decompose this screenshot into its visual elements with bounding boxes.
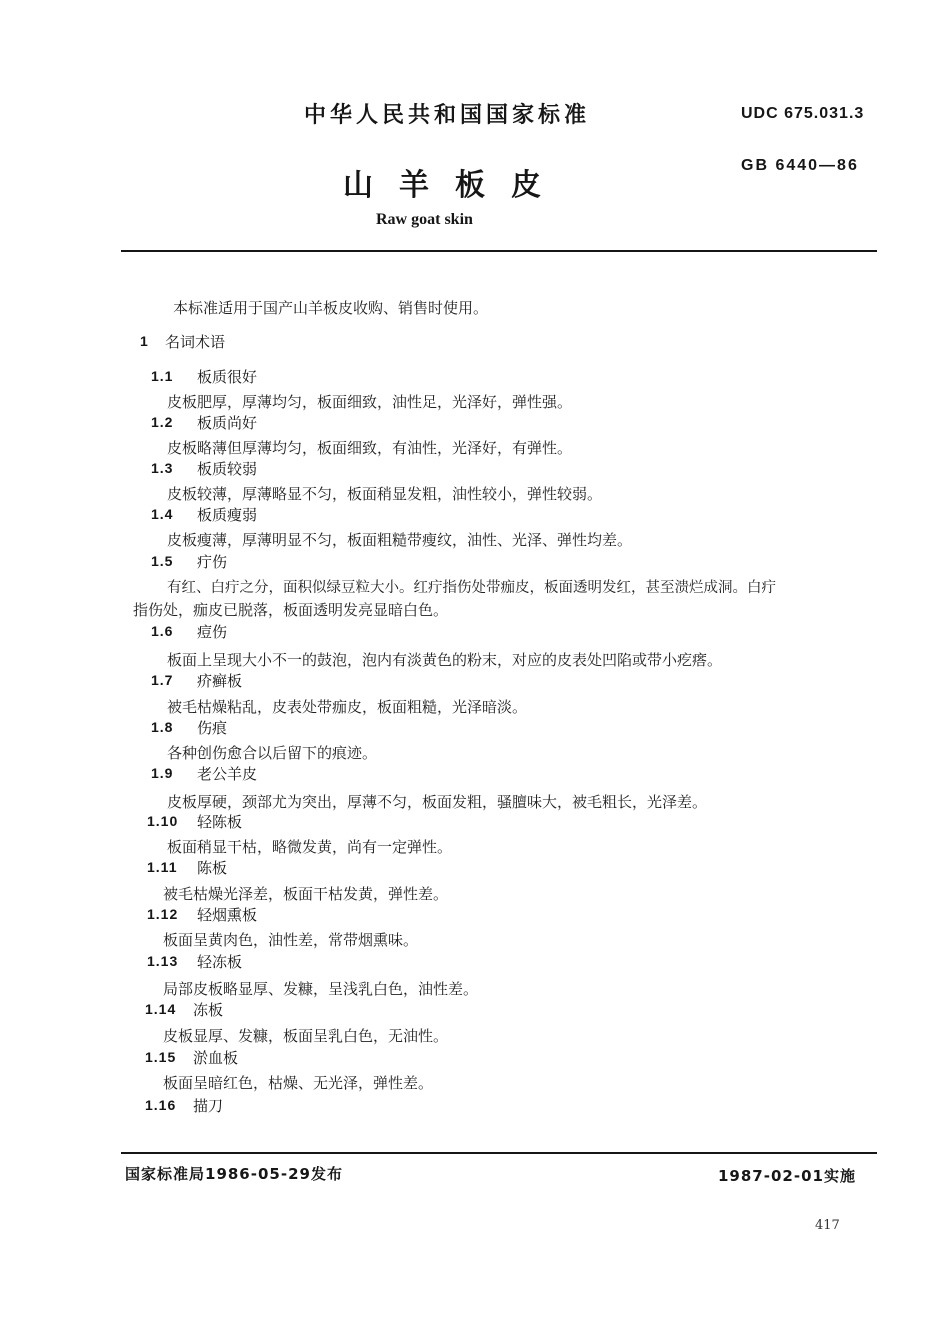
- term-name: 淤血板: [193, 1049, 239, 1067]
- term-number: 1.6: [151, 623, 174, 639]
- term-name: 轻冻板: [197, 953, 243, 971]
- term-number: 1.16: [145, 1097, 177, 1113]
- section-number: 1: [140, 333, 149, 349]
- term-definition: 板面上呈现大小不一的鼓泡，泡内有淡黄色的粉末，对应的皮表处凹陷或带小疙瘩。: [167, 651, 723, 669]
- term-definition: 局部皮板略显厚、发糠，呈浅乳白色，油性差。: [163, 980, 479, 998]
- term-name: 描刀: [193, 1097, 224, 1115]
- term-definition: 皮板显厚、发糠，板面呈乳白色，无油性。: [163, 1027, 449, 1045]
- page-number: 417: [815, 1218, 840, 1233]
- intro-paragraph: 本标准适用于国产山羊板皮收购、销售时使用。: [173, 299, 489, 317]
- term-definition: 板面呈黄肉色，油性差，常带烟熏味。: [163, 931, 419, 949]
- term-number: 1.10: [147, 813, 179, 829]
- term-name: 老公羊皮: [197, 765, 258, 783]
- effective-date: 1987-02-01实施: [718, 1167, 856, 1185]
- term-number: 1.1: [151, 368, 174, 384]
- footer-divider: [121, 1152, 877, 1154]
- udc-code: UDC 675.031.3: [741, 105, 865, 122]
- term-name: 板质较弱: [197, 460, 258, 478]
- term-name: 轻陈板: [197, 813, 243, 831]
- term-number: 1.5: [151, 553, 174, 569]
- term-definition-continued: 指伤处，痂皮已脱落，板面透明发亮显暗白色。: [133, 601, 449, 619]
- term-name: 陈板: [197, 859, 228, 877]
- term-name: 疥癣板: [197, 672, 243, 690]
- term-number: 1.3: [151, 460, 174, 476]
- term-definition: 皮板肥厚，厚薄均匀，板面细致，油性足，光泽好，弹性强。: [167, 393, 573, 411]
- term-number: 1.13: [147, 953, 179, 969]
- term-number: 1.11: [147, 859, 178, 875]
- term-definition: 被毛枯燥粘乱，皮表处带痂皮，板面粗糙，光泽暗淡。: [167, 698, 528, 716]
- term-definition: 皮板厚硬，颈部尤为突出，厚薄不匀，板面发粗，骚膻味大，被毛粗长，光泽差。: [167, 793, 708, 811]
- gb-number: GB 6440—86: [741, 157, 859, 174]
- term-definition: 皮板瘦薄，厚薄明显不匀，板面粗糙带瘦纹，油性、光泽、弹性均差。: [167, 531, 633, 549]
- term-name: 轻烟熏板: [197, 906, 258, 924]
- term-number: 1.8: [151, 719, 174, 735]
- document-title-cn: 山羊板皮: [343, 168, 567, 203]
- term-definition: 各种创伤愈合以后留下的痕迹。: [167, 744, 378, 762]
- term-definition: 皮板略薄但厚薄均匀，板面细致，有油性，光泽好，有弹性。: [167, 439, 573, 457]
- term-name: 伤痕: [197, 719, 228, 737]
- standard-org-title: 中华人民共和国国家标准: [304, 103, 591, 128]
- term-name: 疔伤: [197, 553, 228, 571]
- term-number: 1.14: [145, 1001, 177, 1017]
- term-definition: 被毛枯燥光泽差，板面干枯发黄，弹性差。: [163, 885, 449, 903]
- term-number: 1.9: [151, 765, 174, 781]
- term-name: 板质尚好: [197, 414, 258, 432]
- term-number: 1.15: [145, 1049, 177, 1065]
- term-definition: 板面稍显干枯，略微发黄，尚有一定弹性。: [167, 838, 453, 856]
- document-title-en: Raw goat skin: [376, 211, 473, 228]
- issue-date: 国家标准局1986-05-29发布: [125, 1165, 343, 1183]
- term-name: 板质瘦弱: [197, 506, 258, 524]
- section-title: 名词术语: [165, 333, 226, 351]
- term-name: 冻板: [193, 1001, 224, 1019]
- term-name: 痘伤: [197, 623, 228, 641]
- term-number: 1.7: [151, 672, 174, 688]
- term-definition: 板面呈暗红色，枯燥、无光泽，弹性差。: [163, 1074, 434, 1092]
- term-definition: 有红、白疔之分，面积似绿豆粒大小。红疔指伤处带痂皮，板面透明发红，甚至溃烂成洞。白疔: [167, 580, 776, 596]
- term-definition: 皮板较薄，厚薄略显不匀，板面稍显发粗，油性较小，弹性较弱。: [167, 485, 603, 503]
- header-divider: [121, 250, 877, 252]
- term-name: 板质很好: [197, 368, 258, 386]
- term-number: 1.2: [151, 414, 174, 430]
- term-number: 1.12: [147, 906, 179, 922]
- term-number: 1.4: [151, 506, 174, 522]
